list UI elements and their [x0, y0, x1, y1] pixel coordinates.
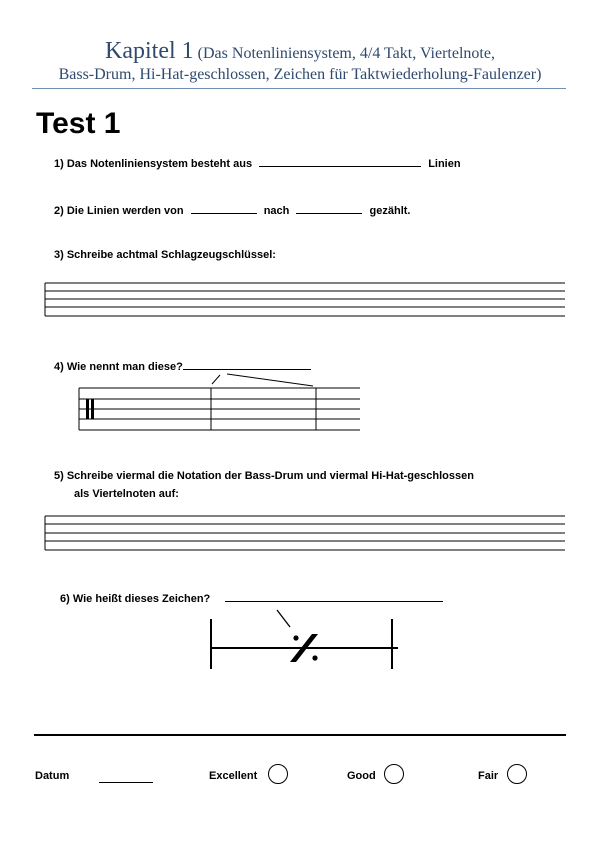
question-4	[54, 359, 311, 373]
pointer-line-q6	[277, 610, 290, 627]
fair-checkbox[interactable]	[507, 764, 527, 784]
footer-divider	[34, 734, 566, 736]
question-3-text: 3) Schreibe achtmal Schlagzeugschlüssel:	[54, 249, 276, 261]
question-5-line2: als Viertelnoten auf:	[74, 488, 179, 500]
question-2	[54, 203, 410, 217]
question-4-text: 4) Wie nennt man diese?	[54, 361, 183, 373]
question-1	[54, 156, 461, 170]
header-divider	[32, 88, 566, 89]
chapter-subtitle-part2: Bass-Drum, Hi-Hat-geschlossen, Zeichen für Taktwiederholung-Faulenzer)	[58, 66, 542, 83]
excellent-checkbox[interactable]	[268, 764, 288, 784]
question-1-text: 1) Das Notenliniensystem besteht aus	[54, 158, 253, 170]
question-6	[60, 591, 443, 605]
measure-repeat-icon	[290, 634, 318, 662]
pointer-line-2	[227, 374, 313, 386]
answer-blank-4[interactable]	[183, 359, 311, 370]
good-checkbox[interactable]	[384, 764, 404, 784]
pointer-line-1	[212, 375, 220, 384]
answer-blank-2a[interactable]	[191, 203, 257, 214]
question-2-mid: nach	[263, 205, 290, 217]
answer-blank-2b[interactable]	[296, 203, 362, 214]
datum-label: Datum	[35, 770, 70, 782]
chapter-title: Kapitel 1	[105, 38, 194, 64]
question-6-text: 6) Wie heißt dieses Zeichen?	[60, 593, 211, 605]
datum-blank[interactable]	[99, 772, 153, 783]
question-1-after: Linien	[428, 158, 461, 170]
fair-label: Fair	[478, 770, 499, 782]
question-5-line1: 5) Schreibe viermal die Notation der Bass-Drum und viermal Hi-Hat-geschlossen	[54, 470, 474, 482]
drum-clef-icon	[86, 399, 94, 419]
excellent-label: Excellent	[209, 770, 258, 782]
chapter-heading	[0, 38, 600, 65]
chapter-subtitle-part1: (Das Notenliniensystem, 4/4 Takt, Viertelnote,	[197, 45, 495, 62]
good-label: Good	[347, 770, 376, 782]
test-title: Test 1	[36, 107, 121, 140]
answer-blank-6[interactable]	[225, 591, 443, 602]
question-2-after: gezählt.	[369, 205, 411, 217]
answer-blank-1[interactable]	[259, 156, 421, 167]
question-2-text: 2) Die Linien werden von	[54, 205, 184, 217]
